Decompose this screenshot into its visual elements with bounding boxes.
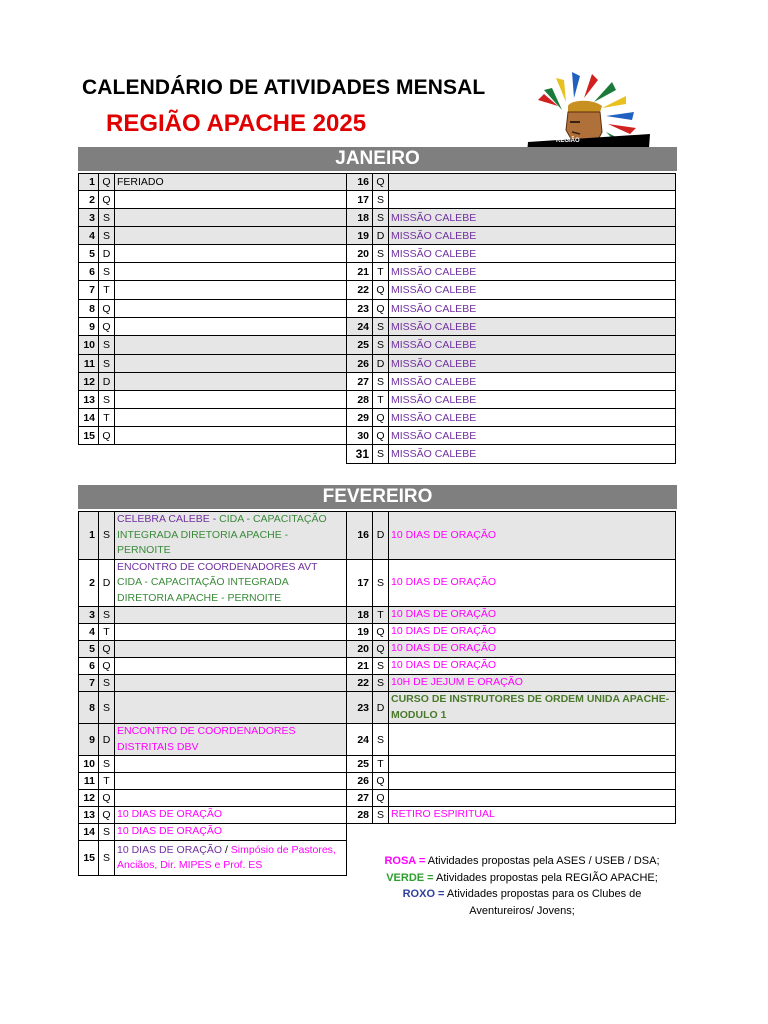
event-cell (115, 773, 347, 790)
weekday: S (373, 724, 389, 756)
weekday: S (99, 209, 115, 227)
event-cell (115, 281, 347, 300)
event-cell (115, 675, 347, 692)
day-number: 8 (79, 692, 99, 724)
weekday: S (99, 607, 115, 624)
day-number: 12 (79, 373, 99, 391)
event-cell: MISSÃO CALEBE (389, 445, 676, 464)
weekday: S (373, 675, 389, 692)
weekday: Q (99, 191, 115, 209)
event-cell: 10 DIAS DE ORAÇÃO (389, 512, 676, 560)
weekday: D (373, 692, 389, 724)
day-number: 21 (347, 658, 373, 675)
event-text: ENCONTRO DE COORDENADORES DISTRITAIS DBV (117, 725, 296, 753)
event-cell: MISSÃO CALEBE (389, 409, 676, 427)
event-cell (115, 692, 347, 724)
day-number: 14 (79, 409, 99, 427)
day-number: 10 (79, 756, 99, 773)
event-cell: 10 DIAS DE ORAÇÃO (389, 607, 676, 624)
event-cell (115, 263, 347, 281)
event-text: 10 DIAS DE ORAÇÃO (117, 808, 223, 821)
event-cell: 10 DIAS DE ORAÇÃO (389, 624, 676, 641)
weekday: Q (99, 174, 115, 191)
day-number: 23 (347, 300, 373, 318)
day-number: 4 (79, 227, 99, 245)
color-legend (372, 853, 672, 919)
weekday: D (99, 373, 115, 391)
event-cell (389, 724, 676, 756)
weekday: S (99, 263, 115, 281)
day-number: 6 (79, 263, 99, 281)
event-cell (115, 245, 347, 263)
day-number: 28 (347, 391, 373, 409)
day-number: 30 (347, 427, 373, 445)
weekday: T (373, 391, 389, 409)
weekday: D (373, 227, 389, 245)
event-cell: RETIRO ESPIRITUAL (389, 807, 676, 824)
weekday: T (99, 281, 115, 300)
event-cell (115, 559, 347, 607)
weekday: Q (373, 174, 389, 191)
day-number: 24 (347, 318, 373, 336)
event-cell (115, 724, 347, 756)
weekday: Q (99, 658, 115, 675)
event-cell (115, 336, 347, 355)
weekday: S (99, 355, 115, 373)
day-number: 31 (347, 445, 373, 464)
event-cell: MISSÃO CALEBE (389, 209, 676, 227)
event-cell: 10 DIAS DE ORAÇÃO (389, 641, 676, 658)
event-cell (115, 841, 347, 876)
legend-verde: VERDE = Atividades propostas pela REGIÃO APACHE; (386, 871, 658, 884)
weekday: S (99, 675, 115, 692)
event-separator: / (222, 843, 231, 856)
day-number: 15 (79, 841, 99, 876)
legend-rosa: ROSA = Atividades propostas pela ASES / USEB / DSA; (384, 855, 660, 867)
weekday: Q (99, 318, 115, 336)
event-cell (115, 355, 347, 373)
day-number: 1 (79, 512, 99, 560)
event-cell (115, 300, 347, 318)
event-cell (115, 427, 347, 445)
weekday: S (373, 191, 389, 209)
weekday: S (373, 559, 389, 607)
weekday: S (373, 373, 389, 391)
day-number: 8 (79, 300, 99, 318)
event-cell (115, 512, 347, 560)
weekday: S (373, 336, 389, 355)
event-cell: MISSÃO CALEBE (389, 281, 676, 300)
event-text: ENCONTRO DE COORDENADORES AVT (117, 560, 318, 573)
day-number: 2 (79, 559, 99, 607)
svg-text:REGIÃO: REGIÃO (556, 138, 580, 144)
weekday: Q (373, 790, 389, 807)
weekday: S (373, 445, 389, 464)
day-number: 7 (79, 675, 99, 692)
weekday: S (373, 245, 389, 263)
day-number: 10 (79, 336, 99, 355)
day-number: 16 (347, 174, 373, 191)
day-number: 22 (347, 675, 373, 692)
event-cell: MISSÃO CALEBE (389, 263, 676, 281)
event-cell (115, 824, 347, 841)
event-text: 10H DE JEJUM E ORAÇÃO (391, 676, 523, 689)
day-number: 11 (79, 773, 99, 790)
event-text: 10 DIAS DE ORAÇÃO (117, 843, 223, 856)
weekday: T (99, 773, 115, 790)
event-cell (389, 675, 676, 692)
day-number: 9 (79, 724, 99, 756)
weekday: Q (373, 427, 389, 445)
event-cell (115, 658, 347, 675)
day-number: 23 (347, 692, 373, 724)
event-cell (115, 607, 347, 624)
day-number: 17 (347, 559, 373, 607)
weekday: S (99, 692, 115, 724)
day-number: 5 (79, 641, 99, 658)
day-number: 6 (79, 658, 99, 675)
event-text: CURSO DE INSTRUTORES DE ORDEM UNIDA APACHE- MODULO 1 (391, 693, 670, 721)
event-cell (115, 209, 347, 227)
day-number: 20 (347, 641, 373, 658)
day-number: 15 (79, 427, 99, 445)
weekday: D (99, 245, 115, 263)
event-cell: MISSÃO CALEBE (389, 427, 676, 445)
day-number: 27 (347, 373, 373, 391)
day-number: 7 (79, 281, 99, 300)
day-number: 17 (347, 191, 373, 209)
day-number: 13 (79, 807, 99, 824)
legend-roxo: ROXO = Atividades propostas para os Clubes de Aventureiros/ Jovens; (402, 888, 642, 917)
day-number: 11 (79, 355, 99, 373)
weekday: S (99, 756, 115, 773)
weekday: Q (373, 624, 389, 641)
day-number: 19 (347, 624, 373, 641)
weekday: Q (99, 641, 115, 658)
event-cell (115, 391, 347, 409)
event-cell: MISSÃO CALEBE (389, 300, 676, 318)
weekday: T (99, 624, 115, 641)
event-text: CIDA - CAPACITAÇÃO INTEGRADA DIRETORIA APACHE - PERNOITE (117, 576, 289, 604)
event-text: CIDA - CAPACITAÇÃO INTEGRADA DIRETORIA APACHE - PERNOITE (117, 513, 327, 556)
weekday: S (99, 512, 115, 560)
day-number: 9 (79, 318, 99, 336)
day-number: 4 (79, 624, 99, 641)
day-number: 5 (79, 245, 99, 263)
day-number: 24 (347, 724, 373, 756)
weekday: Q (99, 427, 115, 445)
event-cell (389, 692, 676, 724)
weekday: S (373, 209, 389, 227)
event-cell (115, 790, 347, 807)
day-number: 16 (347, 512, 373, 560)
event-cell (115, 641, 347, 658)
day-number: 13 (79, 391, 99, 409)
weekday: Q (373, 773, 389, 790)
day-number: 1 (79, 174, 99, 191)
event-cell (115, 624, 347, 641)
day-number: 28 (347, 807, 373, 824)
event-cell (115, 227, 347, 245)
page-subtitle: REGIÃO APACHE 2025 (106, 110, 367, 137)
weekday: T (373, 756, 389, 773)
event-cell: 10 DIAS DE ORAÇÃO (389, 658, 676, 675)
weekday: T (373, 607, 389, 624)
weekday: Q (99, 790, 115, 807)
weekday: D (99, 559, 115, 607)
day-number: 12 (79, 790, 99, 807)
weekday: T (99, 409, 115, 427)
day-number: 18 (347, 209, 373, 227)
weekday: S (99, 841, 115, 876)
empty-cell (79, 445, 347, 464)
day-number: 18 (347, 607, 373, 624)
day-number: 26 (347, 355, 373, 373)
event-cell: MISSÃO CALEBE (389, 336, 676, 355)
weekday: S (373, 807, 389, 824)
event-cell (115, 318, 347, 336)
event-cell: MISSÃO CALEBE (389, 227, 676, 245)
day-number: 25 (347, 756, 373, 773)
day-number: 29 (347, 409, 373, 427)
february-calendar-table (78, 511, 676, 876)
weekday: S (99, 336, 115, 355)
event-cell (115, 409, 347, 427)
event-cell (115, 807, 347, 824)
day-number: 2 (79, 191, 99, 209)
page-title: CALENDÁRIO DE ATIVIDADES MENSAL (82, 76, 486, 99)
january-calendar-table (78, 173, 676, 464)
weekday: Q (373, 409, 389, 427)
weekday: S (373, 318, 389, 336)
weekday: Q (373, 281, 389, 300)
weekday: T (373, 263, 389, 281)
event-cell (115, 756, 347, 773)
event-cell: FERIADO (115, 174, 347, 191)
month-header-february: FEVEREIRO (78, 485, 677, 509)
day-number: 19 (347, 227, 373, 245)
event-cell (389, 174, 676, 191)
event-cell: MISSÃO CALEBE (389, 355, 676, 373)
event-cell (389, 191, 676, 209)
weekday: D (373, 355, 389, 373)
event-text: CELEBRA CALEBE - (117, 513, 220, 525)
weekday: S (99, 824, 115, 841)
day-number: 14 (79, 824, 99, 841)
day-number: 26 (347, 773, 373, 790)
event-text: 10 DIAS DE ORAÇÃO (117, 825, 223, 838)
day-number: 25 (347, 336, 373, 355)
event-cell (115, 191, 347, 209)
event-cell (389, 790, 676, 807)
event-cell: MISSÃO CALEBE (389, 373, 676, 391)
weekday: S (99, 391, 115, 409)
weekday: Q (373, 300, 389, 318)
event-cell: MISSÃO CALEBE (389, 318, 676, 336)
weekday: D (373, 512, 389, 560)
event-cell (115, 373, 347, 391)
weekday: Q (99, 807, 115, 824)
day-number: 3 (79, 607, 99, 624)
weekday: Q (373, 641, 389, 658)
event-cell: 10 DIAS DE ORAÇÃO (389, 559, 676, 607)
weekday: S (99, 227, 115, 245)
day-number: 27 (347, 790, 373, 807)
event-cell (389, 756, 676, 773)
event-cell (389, 773, 676, 790)
event-cell: MISSÃO CALEBE (389, 391, 676, 409)
day-number: 20 (347, 245, 373, 263)
day-number: 21 (347, 263, 373, 281)
weekday: S (373, 658, 389, 675)
day-number: 22 (347, 281, 373, 300)
weekday: Q (99, 300, 115, 318)
weekday: D (99, 724, 115, 756)
empty-cell (347, 824, 676, 841)
day-number: 3 (79, 209, 99, 227)
event-text: Simpósio de Pastores, Anciãos, Dir. MIPES e Prof. ES (117, 843, 336, 871)
month-header-january: JANEIRO (78, 147, 677, 171)
event-cell: MISSÃO CALEBE (389, 245, 676, 263)
